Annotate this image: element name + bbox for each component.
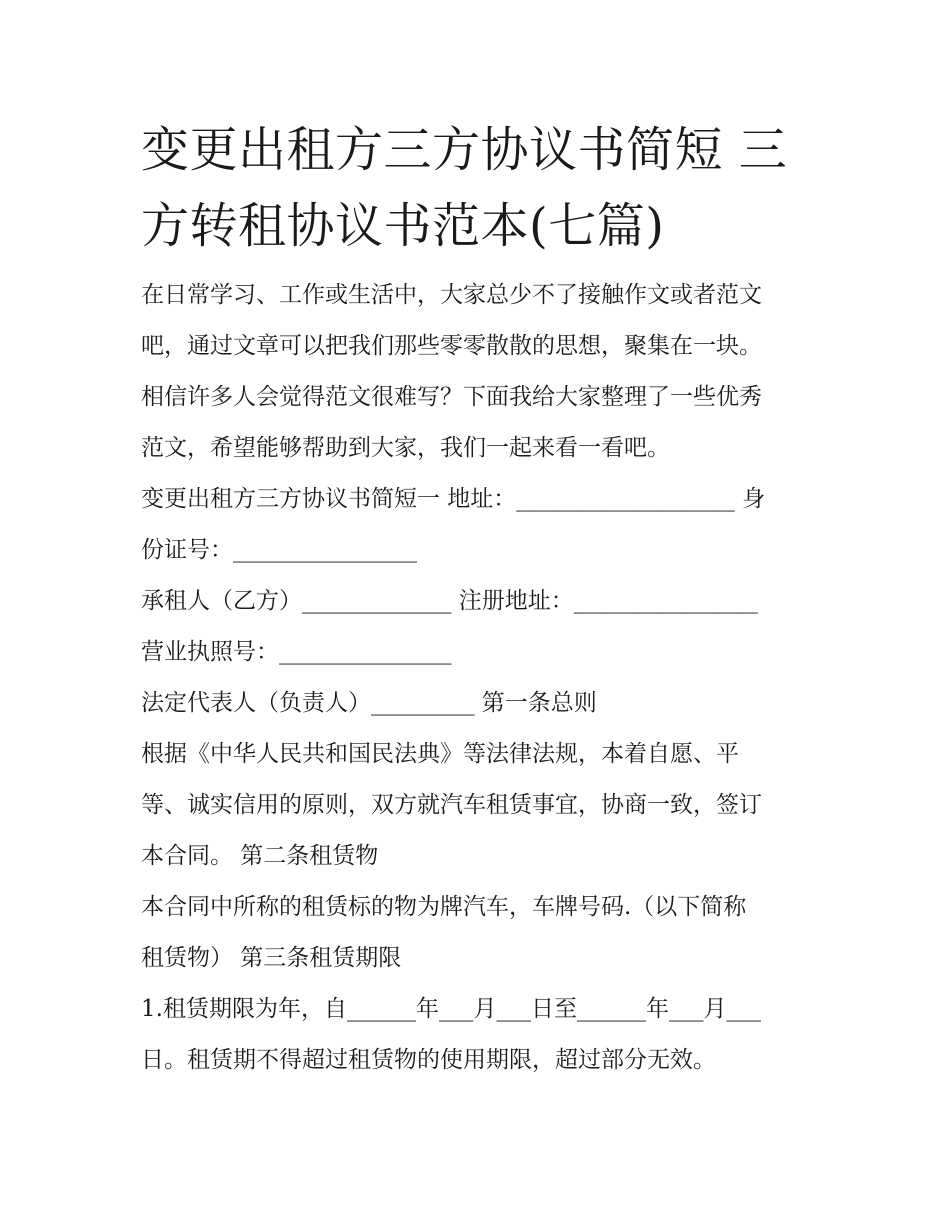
body-line-5: 变更出租方三方协议书简短一 地址：___________________ 身 — [141, 486, 766, 512]
title-line-2: 方转租协议书范本(七篇) — [141, 198, 665, 254]
body-line-13: 本合同中所称的租赁标的物为牌汽车，车牌号码.（以下简称 — [141, 894, 747, 920]
document-body — [141, 270, 821, 1086]
title-line-1: 变更出租方三方协议书简短 三 — [141, 122, 788, 178]
body-line-16: 日。租赁期不得超过租赁物的使用期限，超过部分无效。 — [141, 1047, 716, 1073]
document-page — [141, 112, 821, 1086]
body-line-12: 本合同。 第二条租赁物 — [141, 843, 379, 869]
body-line-9: 法定代表人（负责人）_________ 第一条总则 — [141, 690, 597, 716]
document-title — [141, 112, 821, 264]
body-line-15: 1.租赁期限为年，自______年___月___日至______年___月___ — [141, 996, 761, 1022]
body-line-14: 租赁物） 第三条租赁期限 — [141, 945, 402, 971]
body-line-10: 根据《中华人民共和国民法典》等法律法规，本着自愿、平 — [141, 741, 739, 767]
body-line-7: 承租人（乙方）_____________ 注册地址：________________ — [141, 588, 758, 614]
body-line-1: 在日常学习、工作或生活中，大家总少不了接触作文或者范文 — [141, 282, 762, 308]
body-line-8: 营业执照号：_______________ — [141, 639, 452, 665]
body-line-6: 份证号：________________ — [141, 537, 417, 563]
body-line-3: 相信许多人会觉得范文很难写？下面我给大家整理了一些优秀 — [141, 384, 762, 410]
body-line-2: 吧，通过文章可以把我们那些零零散散的思想，聚集在一块。 — [141, 333, 762, 359]
body-line-4: 范文，希望能够帮助到大家，我们一起来看一看吧。 — [141, 435, 670, 461]
body-line-11: 等、诚实信用的原则，双方就汽车租赁事宜，协商一致，签订 — [141, 792, 762, 818]
